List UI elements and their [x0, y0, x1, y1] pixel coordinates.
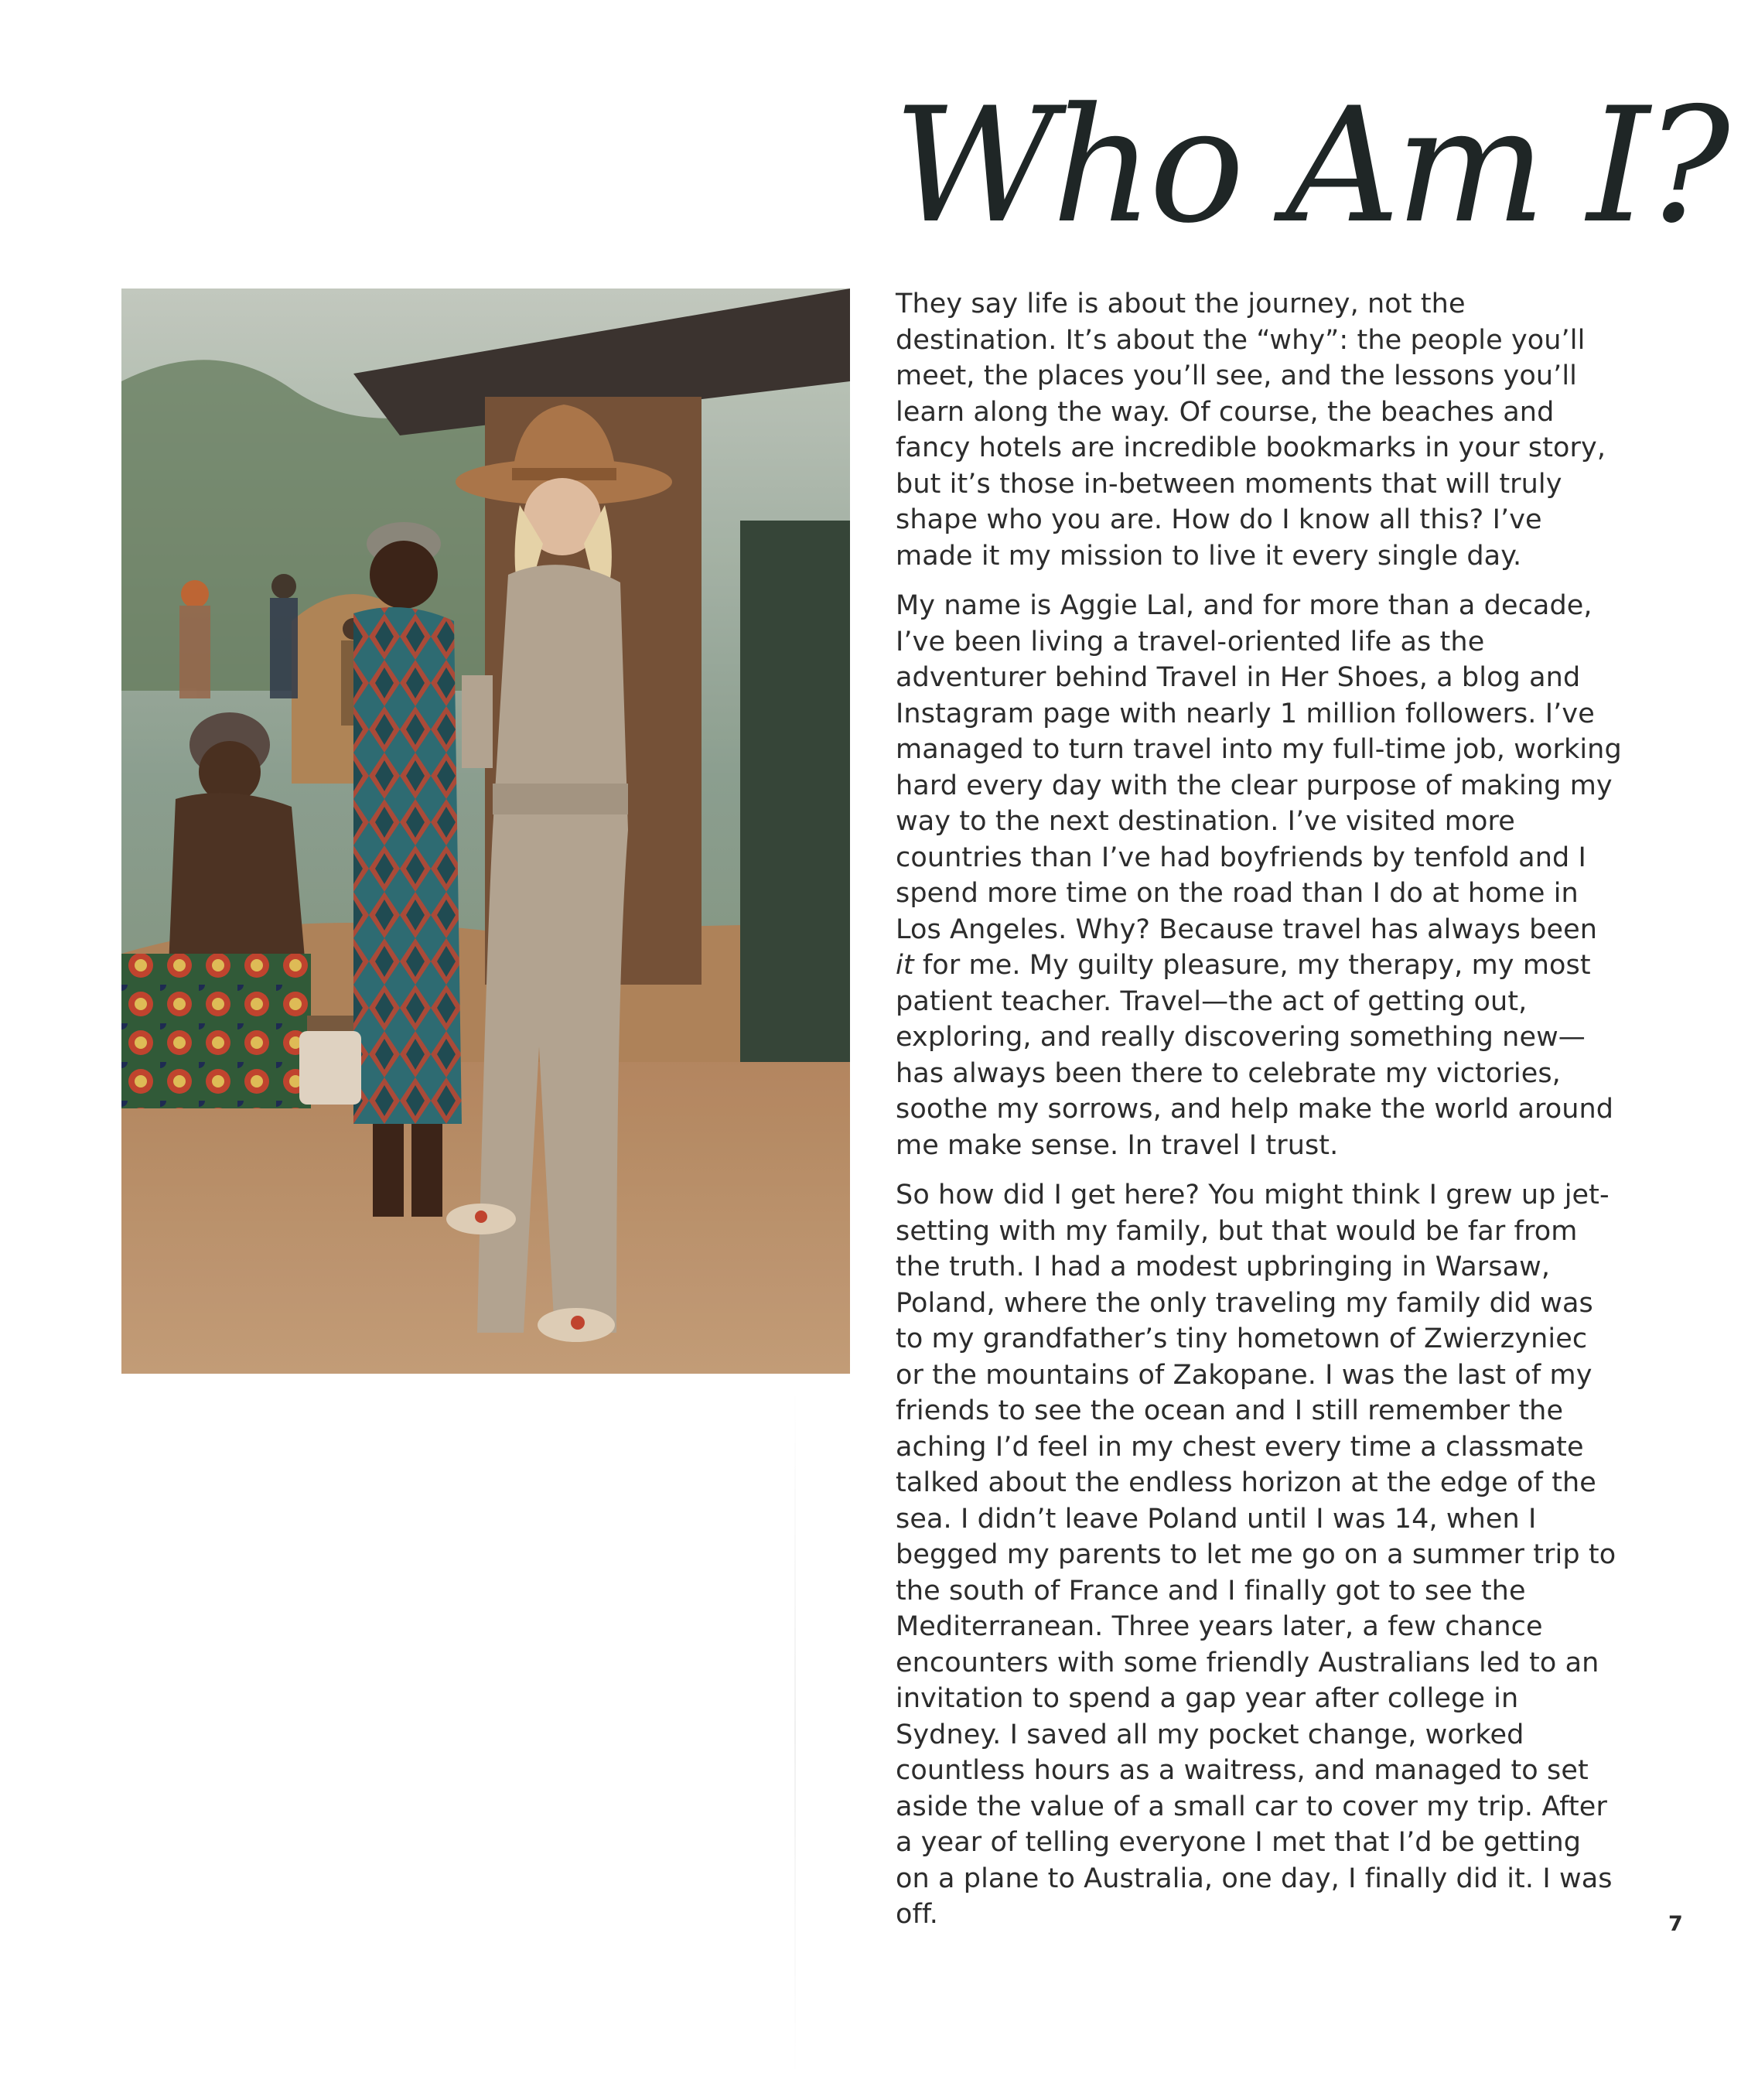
travel-photo-illustration: [121, 289, 850, 1374]
paragraph-text: My name is Aggie Lal, and for more than a decade, I’ve been living a travel-oriented life as the adventurer behind Travel in Her Shoes, a blog and Instagram page with nearly 1 million followers. I’ve managed to turn travel into my full-time job, working hard every day with the clear purpose of making my way to the next destination. I’ve visited more countries than I’ve had boyfriends by tenfold and I spend more time on the road than I do at home in Los Angeles. Why? Because travel has always been: [896, 590, 1622, 945]
body-paragraph: [896, 1177, 1623, 1933]
body-paragraph: [896, 588, 1623, 1163]
page-title: Who Am I?: [893, 74, 1726, 258]
body-paragraph: [896, 286, 1623, 574]
emphasis-text: it: [896, 950, 914, 981]
paragraph-text: So how did I get here? You might think I grew up jet-setting with my family, but that would be far from the truth. I had a modest upbringing in Warsaw, Poland, where the only traveling my family did was to my grandfather’s tiny hometown of Zwierzyniec or the mountains of Zakopane. I was the last of my friends to see the ocean and I still remember the aching I’d feel in my chest every time a classmate talked about the endless horizon at the edge of the sea. I didn’t leave Poland until I was 14, when I begged my parents to let me go on a summer trip to the south of France and I finally got to see the Mediterranean. Three years later, a few chance encounters with some friendly Australians led to an invitation to spend a gap year after college in Sydney. I saved all my pocket change, worked countless hours as a waitress, and managed to set aside the value of a small car to cover my trip. After a year of telling everyone I met that I’d be getting on a plane to Australia, one day, I finally did it. I was off.: [896, 1180, 1616, 1930]
article-body: [896, 286, 1623, 1947]
page-number: 7: [1668, 1912, 1683, 1936]
paragraph-text: for me. My guilty pleasure, my therapy, my most patient teacher. Travel—the act of getting out, exploring, and really discovering something new—has always been there to celebrate my victories, soothe my sorrows, and help make the world around me make sense. In travel I trust.: [896, 950, 1614, 1161]
paragraph-text: They say life is about the journey, not the destination. It’s about the “why”: the people you’ll meet, the places you’ll see, and the lessons you’ll learn along the way. Of course, the beaches and fancy hotels are incredible bookmarks in your story, but it’s those in-between moments that will truly shape who you are. How do I know all this? I’ve made it my mission to live it every single day.: [896, 289, 1606, 572]
page-fold-line: [794, 1385, 796, 2081]
travel-photo: [121, 289, 850, 1374]
